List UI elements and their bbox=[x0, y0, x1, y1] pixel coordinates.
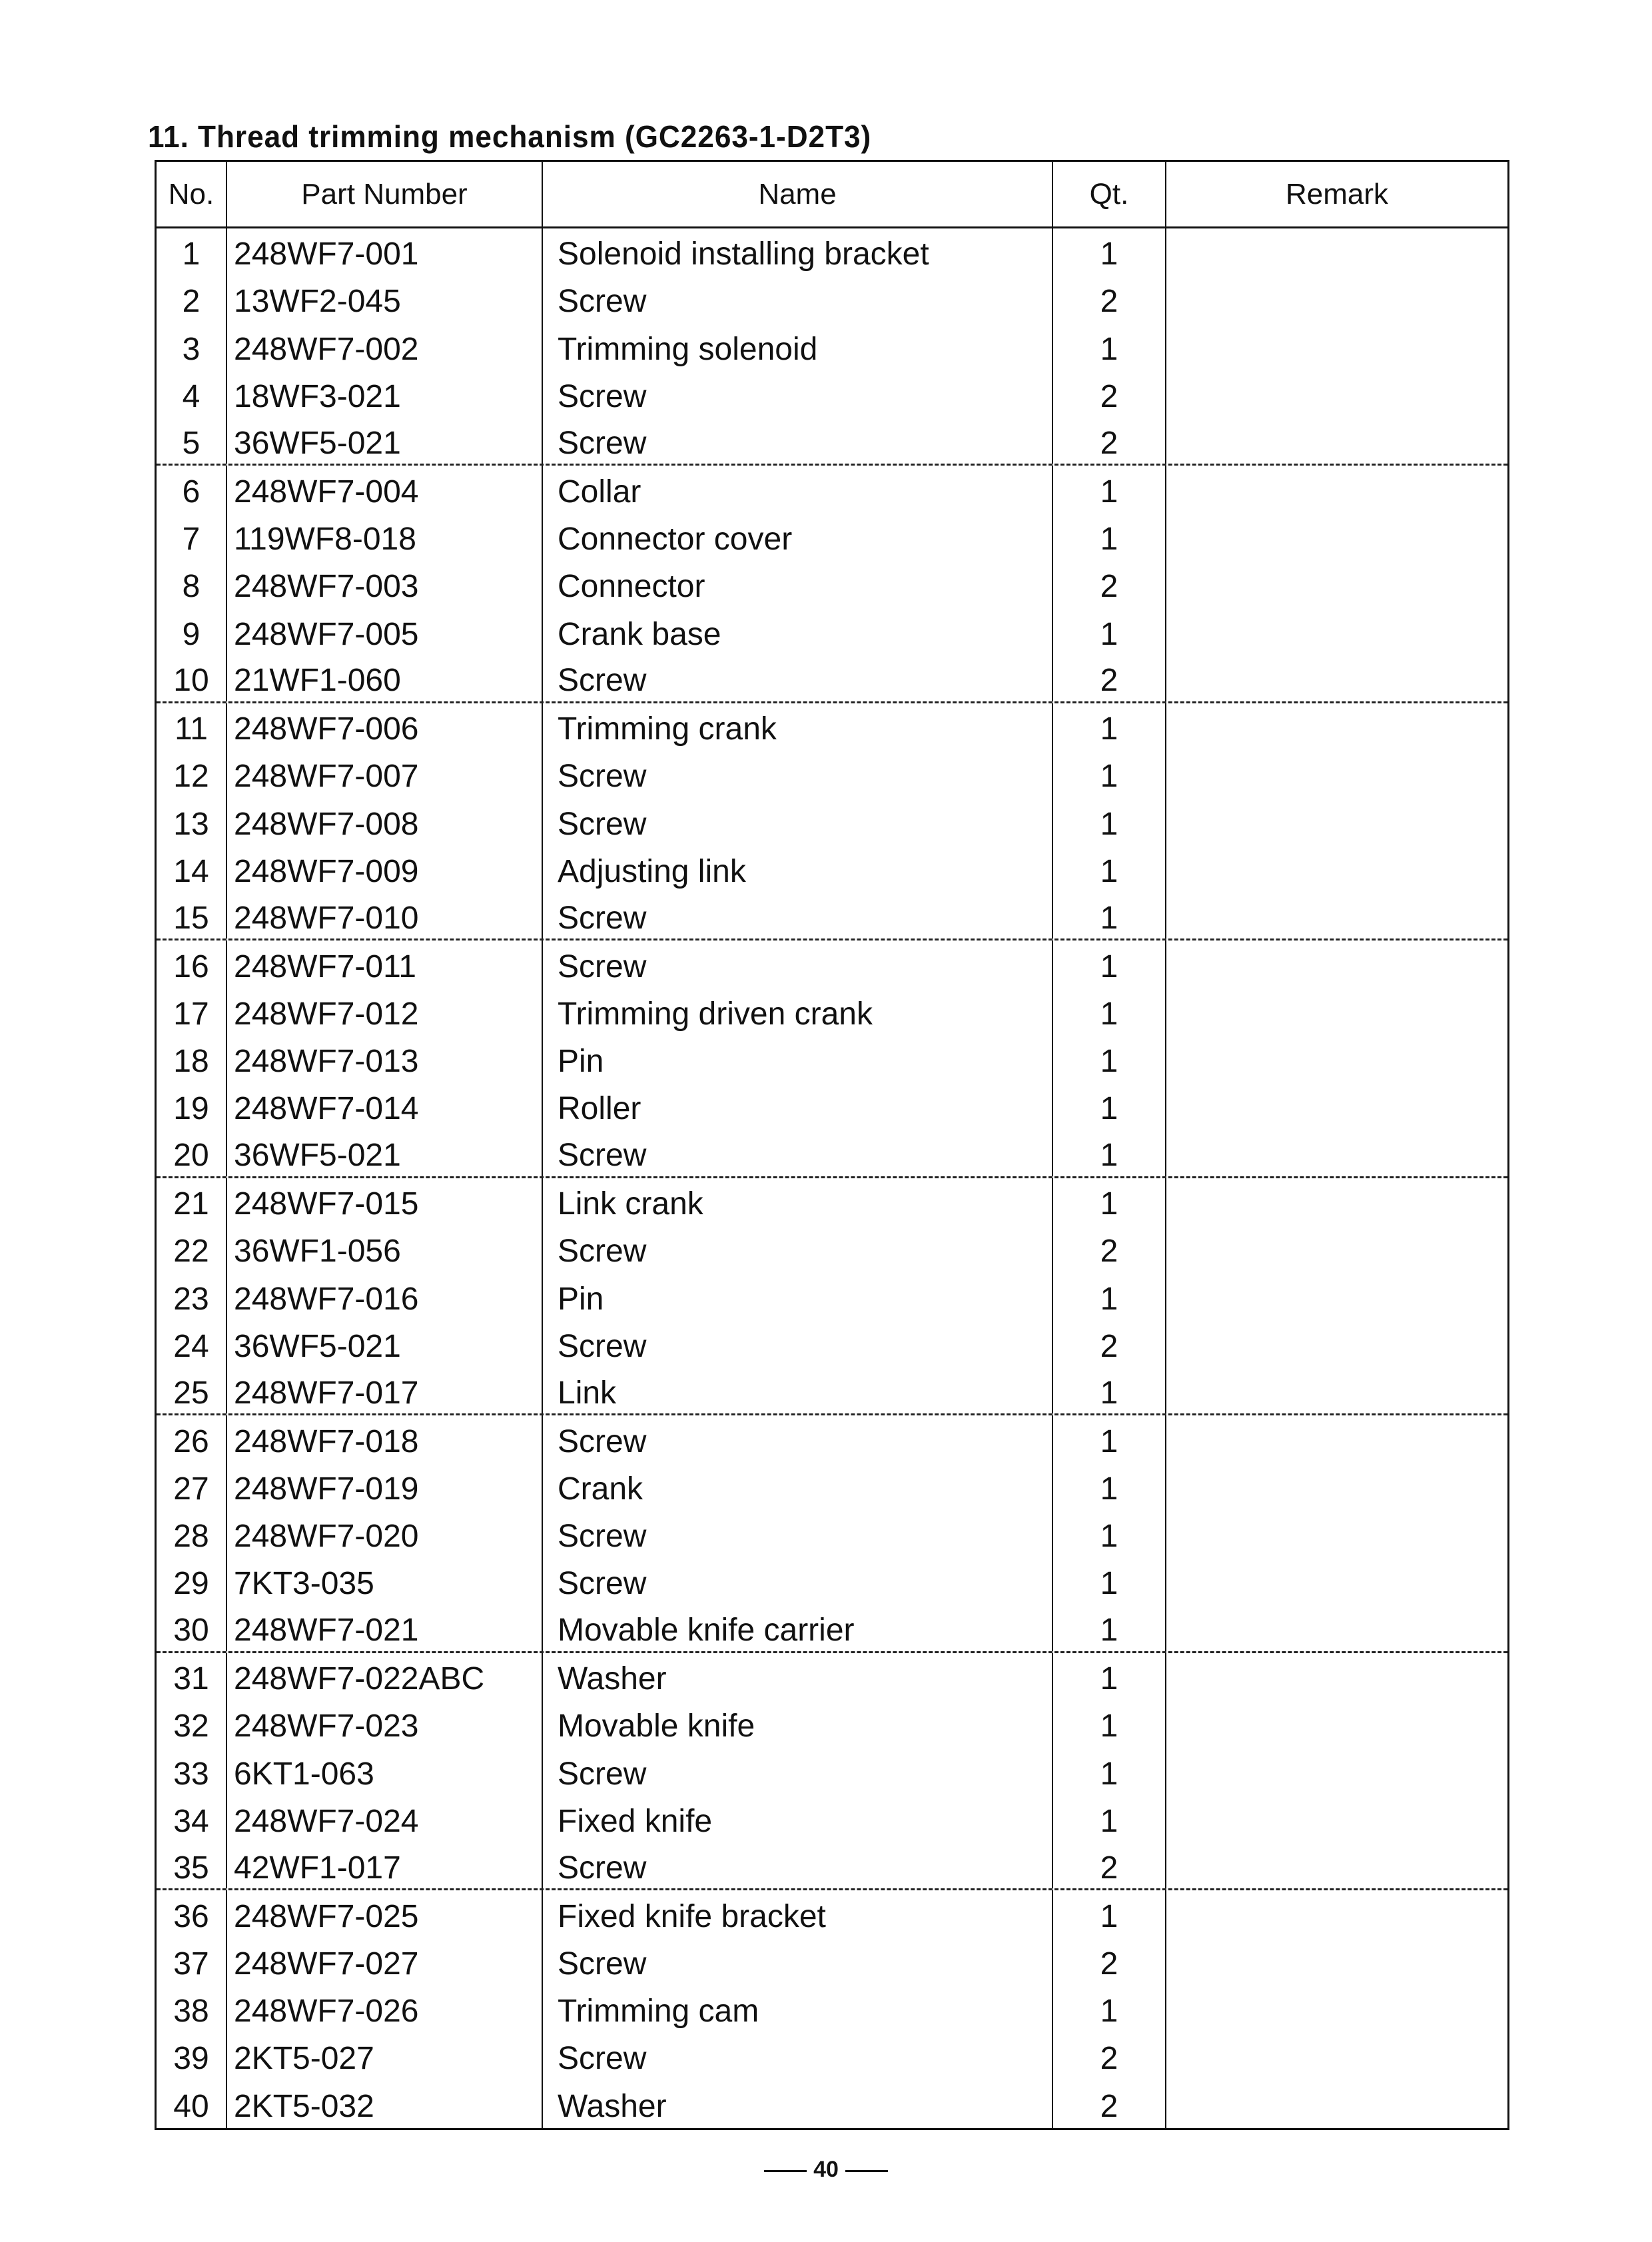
cell-qty: 1 bbox=[1053, 1083, 1166, 1130]
cell-name: Screw bbox=[543, 2033, 1053, 2080]
table-row bbox=[157, 988, 1507, 1036]
cell-part-number: 248WF7-006 bbox=[227, 703, 543, 751]
table-row bbox=[157, 1700, 1507, 1748]
cell-part-number: 21WF1-060 bbox=[227, 656, 543, 701]
cell-qty: 2 bbox=[1053, 2033, 1166, 2080]
cell-no: 2 bbox=[157, 276, 227, 323]
table-row bbox=[157, 1274, 1507, 1321]
cell-part-number: 36WF5-021 bbox=[227, 1131, 543, 1176]
table-row bbox=[157, 846, 1507, 893]
table-row bbox=[157, 1843, 1507, 1890]
cell-remark bbox=[1166, 1606, 1507, 1651]
table-row bbox=[157, 324, 1507, 371]
cell-name: Connector bbox=[543, 561, 1053, 608]
cell-qty: 2 bbox=[1053, 1938, 1166, 1986]
cell-part-number: 248WF7-025 bbox=[227, 1890, 543, 1938]
table-row bbox=[157, 751, 1507, 798]
cell-part-number: 248WF7-005 bbox=[227, 608, 543, 655]
cell-remark bbox=[1166, 1036, 1507, 1083]
cell-name: Screw bbox=[543, 940, 1053, 988]
cell-part-number: 248WF7-027 bbox=[227, 1938, 543, 1986]
cell-qty: 1 bbox=[1053, 940, 1166, 988]
cell-no: 14 bbox=[157, 846, 227, 893]
table-row bbox=[157, 1178, 1507, 1226]
table-row bbox=[157, 1415, 1507, 1463]
cell-no: 37 bbox=[157, 1938, 227, 1986]
cell-name: Washer bbox=[543, 2081, 1053, 2128]
cell-no: 29 bbox=[157, 1558, 227, 1605]
cell-qty: 1 bbox=[1053, 1890, 1166, 1938]
cell-no: 21 bbox=[157, 1178, 227, 1226]
cell-no: 22 bbox=[157, 1226, 227, 1273]
cell-remark bbox=[1166, 656, 1507, 701]
cell-remark bbox=[1166, 1890, 1507, 1938]
cell-name: Trimming driven crank bbox=[543, 988, 1053, 1036]
cell-no: 6 bbox=[157, 466, 227, 513]
cell-remark bbox=[1166, 1131, 1507, 1176]
cell-remark bbox=[1166, 2081, 1507, 2128]
cell-qty: 2 bbox=[1053, 1321, 1166, 1368]
table-row bbox=[157, 1890, 1507, 1938]
cell-name: Screw bbox=[543, 1226, 1053, 1273]
cell-qty: 2 bbox=[1053, 561, 1166, 608]
cell-qty: 1 bbox=[1053, 1131, 1166, 1176]
cell-part-number: 248WF7-023 bbox=[227, 1700, 543, 1748]
cell-no: 39 bbox=[157, 2033, 227, 2080]
page-number: 40 bbox=[813, 2157, 839, 2182]
cell-no: 35 bbox=[157, 1843, 227, 1888]
cell-no: 11 bbox=[157, 703, 227, 751]
cell-name: Collar bbox=[543, 466, 1053, 513]
cell-name: Screw bbox=[543, 1415, 1053, 1463]
cell-remark bbox=[1166, 893, 1507, 938]
cell-no: 4 bbox=[157, 371, 227, 418]
cell-part-number: 119WF8-018 bbox=[227, 514, 543, 561]
cell-qty: 2 bbox=[1053, 418, 1166, 464]
cell-part-number: 248WF7-018 bbox=[227, 1415, 543, 1463]
header-remark: Remark bbox=[1285, 177, 1389, 210]
cell-remark bbox=[1166, 751, 1507, 798]
cell-remark bbox=[1166, 1558, 1507, 1605]
cell-remark bbox=[1166, 1226, 1507, 1273]
cell-no: 1 bbox=[157, 228, 227, 276]
cell-part-number: 2KT5-027 bbox=[227, 2033, 543, 2080]
cell-qty: 1 bbox=[1053, 751, 1166, 798]
cell-name: Screw bbox=[543, 418, 1053, 464]
table-row bbox=[157, 276, 1507, 323]
table-row bbox=[157, 656, 1507, 703]
cell-part-number: 2KT5-032 bbox=[227, 2081, 543, 2128]
cell-remark bbox=[1166, 703, 1507, 751]
cell-name: Trimming crank bbox=[543, 703, 1053, 751]
cell-name: Screw bbox=[543, 276, 1053, 323]
cell-qty: 1 bbox=[1053, 703, 1166, 751]
table-body bbox=[157, 228, 1507, 2128]
cell-qty: 2 bbox=[1053, 371, 1166, 418]
cell-qty: 1 bbox=[1053, 1178, 1166, 1226]
cell-qty: 1 bbox=[1053, 1368, 1166, 1413]
cell-part-number: 248WF7-020 bbox=[227, 1511, 543, 1558]
cell-name: Connector cover bbox=[543, 514, 1053, 561]
table-row bbox=[157, 2033, 1507, 2080]
cell-no: 3 bbox=[157, 324, 227, 371]
cell-remark bbox=[1166, 799, 1507, 846]
cell-qty: 1 bbox=[1053, 893, 1166, 938]
cell-qty: 1 bbox=[1053, 324, 1166, 371]
section-title: 11. Thread trimming mechanism (GC2263-1-D2T3) bbox=[148, 119, 872, 154]
table-row bbox=[157, 2081, 1507, 2128]
cell-remark bbox=[1166, 940, 1507, 988]
cell-remark bbox=[1166, 1986, 1507, 2033]
cell-name: Screw bbox=[543, 893, 1053, 938]
cell-qty: 1 bbox=[1053, 1463, 1166, 1511]
cell-part-number: 248WF7-014 bbox=[227, 1083, 543, 1130]
cell-part-number: 18WF3-021 bbox=[227, 371, 543, 418]
cell-part-number: 248WF7-007 bbox=[227, 751, 543, 798]
table-row bbox=[157, 466, 1507, 513]
cell-remark bbox=[1166, 1700, 1507, 1748]
table-row bbox=[157, 893, 1507, 940]
cell-part-number: 248WF7-009 bbox=[227, 846, 543, 893]
cell-remark bbox=[1166, 1321, 1507, 1368]
cell-part-number: 42WF1-017 bbox=[227, 1843, 543, 1888]
cell-part-number: 248WF7-008 bbox=[227, 799, 543, 846]
cell-remark bbox=[1166, 324, 1507, 371]
footer-dash-right bbox=[845, 2170, 888, 2172]
cell-no: 8 bbox=[157, 561, 227, 608]
cell-no: 36 bbox=[157, 1890, 227, 1938]
cell-qty: 1 bbox=[1053, 1606, 1166, 1651]
cell-remark bbox=[1166, 608, 1507, 655]
cell-part-number: 248WF7-002 bbox=[227, 324, 543, 371]
parts-table bbox=[155, 160, 1509, 2130]
cell-part-number: 248WF7-017 bbox=[227, 1368, 543, 1413]
table-row bbox=[157, 1938, 1507, 1986]
cell-part-number: 248WF7-021 bbox=[227, 1606, 543, 1651]
cell-part-number: 248WF7-001 bbox=[227, 228, 543, 276]
cell-name: Adjusting link bbox=[543, 846, 1053, 893]
footer-dash-left bbox=[764, 2170, 807, 2172]
cell-qty: 1 bbox=[1053, 1511, 1166, 1558]
cell-no: 40 bbox=[157, 2081, 227, 2128]
cell-no: 20 bbox=[157, 1131, 227, 1176]
table-row bbox=[157, 608, 1507, 655]
cell-remark bbox=[1166, 276, 1507, 323]
cell-name: Crank base bbox=[543, 608, 1053, 655]
cell-qty: 1 bbox=[1053, 1415, 1166, 1463]
cell-part-number: 248WF7-024 bbox=[227, 1796, 543, 1843]
cell-remark bbox=[1166, 514, 1507, 561]
cell-name: Link bbox=[543, 1368, 1053, 1413]
table-row bbox=[157, 1558, 1507, 1605]
cell-qty: 2 bbox=[1053, 2081, 1166, 2128]
table-row bbox=[157, 799, 1507, 846]
cell-name: Roller bbox=[543, 1083, 1053, 1130]
cell-name: Trimming cam bbox=[543, 1986, 1053, 2033]
cell-remark bbox=[1166, 228, 1507, 276]
cell-part-number: 36WF5-021 bbox=[227, 418, 543, 464]
cell-no: 31 bbox=[157, 1653, 227, 1700]
cell-qty: 1 bbox=[1053, 846, 1166, 893]
page-footer bbox=[0, 2157, 1652, 2183]
cell-no: 23 bbox=[157, 1274, 227, 1321]
cell-name: Movable knife carrier bbox=[543, 1606, 1053, 1651]
cell-part-number: 248WF7-022ABC bbox=[227, 1653, 543, 1700]
cell-name: Crank bbox=[543, 1463, 1053, 1511]
cell-name: Link crank bbox=[543, 1178, 1053, 1226]
cell-qty: 1 bbox=[1053, 1274, 1166, 1321]
cell-remark bbox=[1166, 1178, 1507, 1226]
header-name: Name bbox=[543, 162, 1053, 226]
cell-qty: 2 bbox=[1053, 1843, 1166, 1888]
cell-remark bbox=[1166, 1415, 1507, 1463]
table-row bbox=[157, 1226, 1507, 1273]
cell-name: Screw bbox=[543, 1131, 1053, 1176]
cell-no: 16 bbox=[157, 940, 227, 988]
cell-name: Pin bbox=[543, 1274, 1053, 1321]
cell-remark bbox=[1166, 418, 1507, 464]
table-row bbox=[157, 1463, 1507, 1511]
table-row bbox=[157, 1606, 1507, 1653]
cell-no: 38 bbox=[157, 1986, 227, 2033]
cell-name: Solenoid installing bracket bbox=[543, 228, 1053, 276]
cell-name: Screw bbox=[543, 751, 1053, 798]
cell-qty: 1 bbox=[1053, 228, 1166, 276]
cell-qty: 1 bbox=[1053, 1036, 1166, 1083]
cell-part-number: 248WF7-016 bbox=[227, 1274, 543, 1321]
cell-qty: 1 bbox=[1053, 1700, 1166, 1748]
cell-remark bbox=[1166, 561, 1507, 608]
cell-name: Screw bbox=[543, 1558, 1053, 1605]
cell-name: Pin bbox=[543, 1036, 1053, 1083]
cell-name: Screw bbox=[543, 656, 1053, 701]
cell-part-number: 36WF5-021 bbox=[227, 1321, 543, 1368]
cell-remark bbox=[1166, 1274, 1507, 1321]
cell-no: 13 bbox=[157, 799, 227, 846]
table-row bbox=[157, 1653, 1507, 1700]
cell-no: 7 bbox=[157, 514, 227, 561]
header-qty: Qt. bbox=[1053, 162, 1166, 226]
cell-no: 24 bbox=[157, 1321, 227, 1368]
cell-qty: 2 bbox=[1053, 1226, 1166, 1273]
cell-qty: 1 bbox=[1053, 1986, 1166, 2033]
cell-name: Screw bbox=[543, 1511, 1053, 1558]
cell-qty: 1 bbox=[1053, 799, 1166, 846]
cell-part-number: 248WF7-011 bbox=[227, 940, 543, 988]
cell-remark bbox=[1166, 1653, 1507, 1700]
cell-name: Screw bbox=[543, 1321, 1053, 1368]
table-row bbox=[157, 371, 1507, 418]
cell-remark bbox=[1166, 1511, 1507, 1558]
cell-remark bbox=[1166, 988, 1507, 1036]
cell-part-number: 248WF7-004 bbox=[227, 466, 543, 513]
cell-no: 9 bbox=[157, 608, 227, 655]
cell-no: 5 bbox=[157, 418, 227, 464]
cell-name: Fixed knife bbox=[543, 1796, 1053, 1843]
cell-no: 32 bbox=[157, 1700, 227, 1748]
cell-qty: 2 bbox=[1053, 276, 1166, 323]
cell-name: Screw bbox=[543, 799, 1053, 846]
table-row bbox=[157, 1796, 1507, 1843]
table-row bbox=[157, 1321, 1507, 1368]
cell-name: Movable knife bbox=[543, 1700, 1053, 1748]
cell-part-number: 248WF7-012 bbox=[227, 988, 543, 1036]
cell-remark bbox=[1166, 1843, 1507, 1888]
table-row bbox=[157, 1083, 1507, 1130]
cell-part-number: 248WF7-026 bbox=[227, 1986, 543, 2033]
cell-part-number: 248WF7-019 bbox=[227, 1463, 543, 1511]
cell-name: Screw bbox=[543, 1748, 1053, 1796]
header-no: No. bbox=[157, 162, 227, 226]
cell-no: 28 bbox=[157, 1511, 227, 1558]
cell-part-number: 36WF1-056 bbox=[227, 1226, 543, 1273]
cell-no: 18 bbox=[157, 1036, 227, 1083]
cell-remark bbox=[1166, 2033, 1507, 2080]
cell-part-number: 6KT1-063 bbox=[227, 1748, 543, 1796]
cell-part-number: 13WF2-045 bbox=[227, 276, 543, 323]
table-row bbox=[157, 1131, 1507, 1178]
cell-qty: 1 bbox=[1053, 608, 1166, 655]
cell-qty: 1 bbox=[1053, 466, 1166, 513]
table-header-row bbox=[157, 162, 1507, 228]
header-part-number: Part Number bbox=[227, 162, 543, 226]
cell-part-number: 248WF7-015 bbox=[227, 1178, 543, 1226]
cell-qty: 1 bbox=[1053, 1653, 1166, 1700]
cell-name: Trimming solenoid bbox=[543, 324, 1053, 371]
cell-part-number: 248WF7-003 bbox=[227, 561, 543, 608]
table-row bbox=[157, 514, 1507, 561]
cell-qty: 1 bbox=[1053, 1748, 1166, 1796]
table-row bbox=[157, 940, 1507, 988]
cell-qty: 2 bbox=[1053, 656, 1166, 701]
table-row bbox=[157, 1036, 1507, 1083]
cell-remark bbox=[1166, 1083, 1507, 1130]
cell-qty: 1 bbox=[1053, 514, 1166, 561]
cell-no: 34 bbox=[157, 1796, 227, 1843]
cell-name: Fixed knife bracket bbox=[543, 1890, 1053, 1938]
cell-no: 17 bbox=[157, 988, 227, 1036]
table-row bbox=[157, 1748, 1507, 1796]
table-row bbox=[157, 1368, 1507, 1415]
cell-no: 26 bbox=[157, 1415, 227, 1463]
cell-part-number: 248WF7-013 bbox=[227, 1036, 543, 1083]
cell-part-number: 7KT3-035 bbox=[227, 1558, 543, 1605]
cell-remark bbox=[1166, 1368, 1507, 1413]
table-row bbox=[157, 1986, 1507, 2033]
cell-name: Screw bbox=[543, 371, 1053, 418]
cell-qty: 1 bbox=[1053, 988, 1166, 1036]
cell-remark bbox=[1166, 1748, 1507, 1796]
table-row bbox=[157, 561, 1507, 608]
cell-qty: 1 bbox=[1053, 1558, 1166, 1605]
cell-remark bbox=[1166, 1463, 1507, 1511]
cell-no: 10 bbox=[157, 656, 227, 701]
cell-name: Screw bbox=[543, 1843, 1053, 1888]
table-row bbox=[157, 703, 1507, 751]
cell-remark bbox=[1166, 466, 1507, 513]
cell-remark bbox=[1166, 1938, 1507, 1986]
cell-remark bbox=[1166, 1796, 1507, 1843]
table-row bbox=[157, 418, 1507, 466]
cell-remark bbox=[1166, 846, 1507, 893]
cell-no: 27 bbox=[157, 1463, 227, 1511]
cell-no: 19 bbox=[157, 1083, 227, 1130]
cell-remark bbox=[1166, 371, 1507, 418]
cell-qty: 1 bbox=[1053, 1796, 1166, 1843]
cell-no: 12 bbox=[157, 751, 227, 798]
cell-name: Washer bbox=[543, 1653, 1053, 1700]
cell-no: 25 bbox=[157, 1368, 227, 1413]
cell-no: 30 bbox=[157, 1606, 227, 1651]
cell-name: Screw bbox=[543, 1938, 1053, 1986]
cell-no: 15 bbox=[157, 893, 227, 938]
table-row bbox=[157, 1511, 1507, 1558]
cell-part-number: 248WF7-010 bbox=[227, 893, 543, 938]
table-row bbox=[157, 228, 1507, 276]
cell-no: 33 bbox=[157, 1748, 227, 1796]
